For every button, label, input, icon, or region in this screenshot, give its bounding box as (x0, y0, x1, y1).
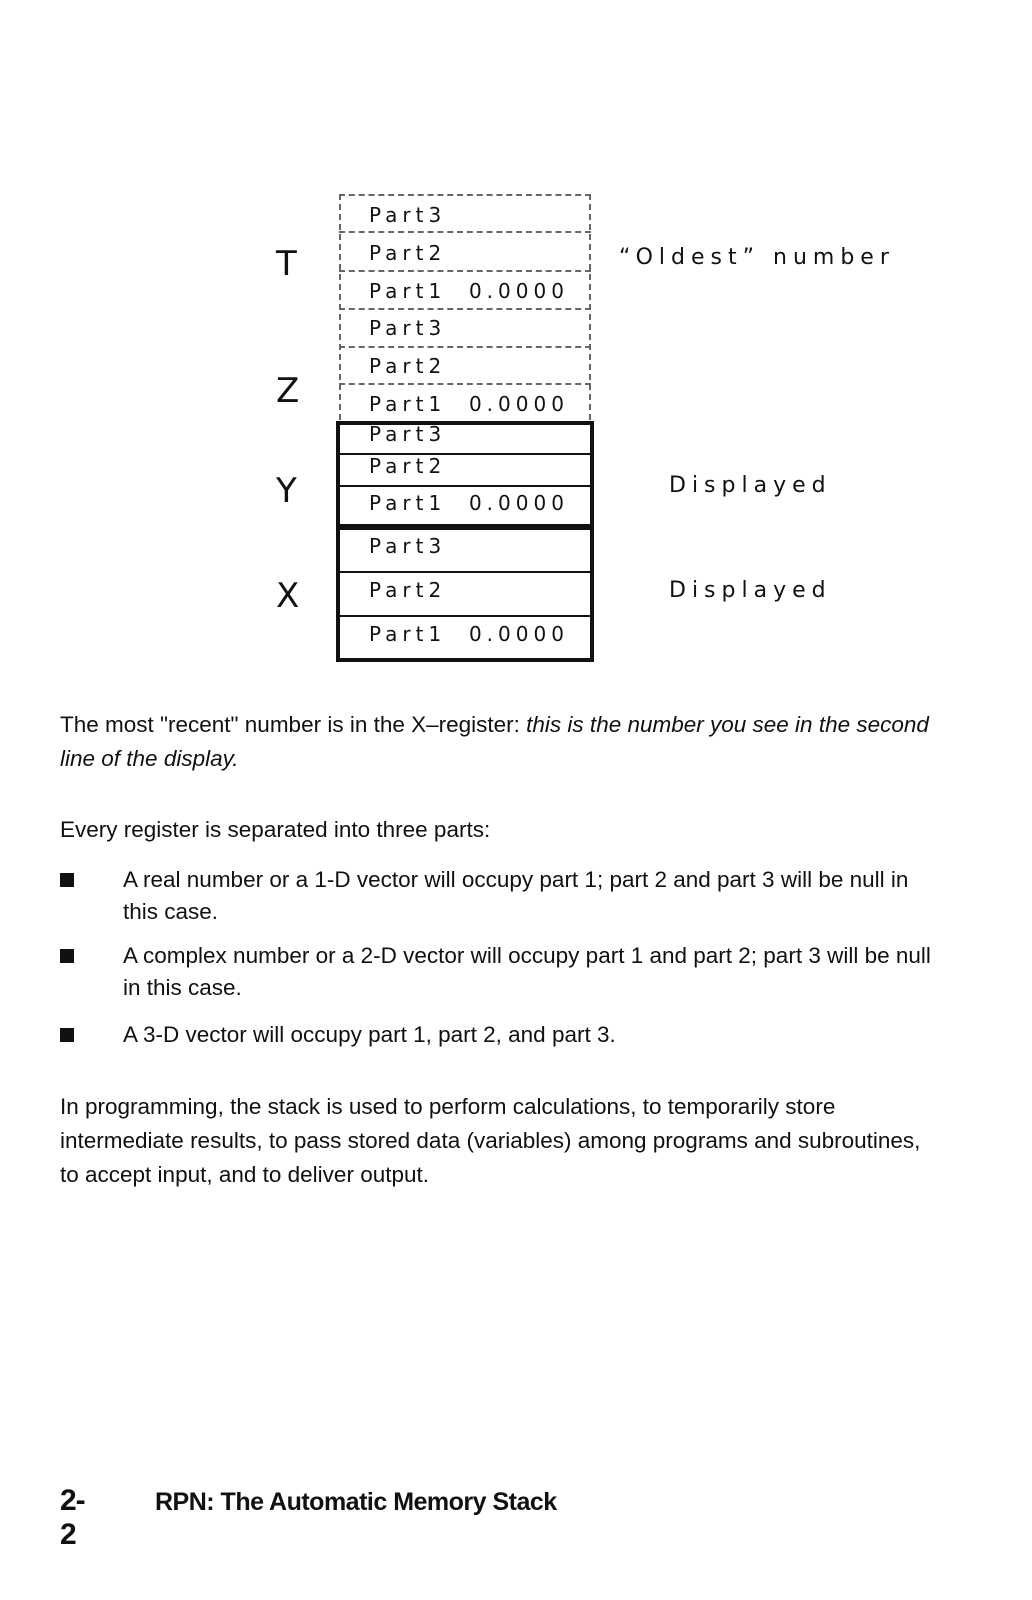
solid-divider (339, 485, 591, 487)
bullet-square-icon (60, 949, 74, 963)
programming-paragraph: In programming, the stack is used to perform calculations, to temporarily store intermediate results, to pass stored data (variables) among programs and subroutines, to accept input, and to deliver output. (60, 1094, 921, 1187)
register-t-label: T (276, 244, 297, 284)
dashed-divider (339, 346, 591, 348)
oldest-number-label: “Oldest” number (619, 245, 895, 270)
x-value: 0.0000 (468, 622, 569, 646)
t-part1: Part1 0.0000 (369, 279, 569, 303)
dashed-left-border (339, 194, 341, 420)
recent-number-emphasis: this is the number you see in the second line of the display. (60, 712, 929, 771)
x-part3: Part3 (369, 534, 447, 558)
bullet-square-icon (60, 1028, 74, 1042)
dashed-right-border (589, 194, 591, 420)
page-number: 2-2 (60, 1484, 85, 1551)
three-parts-paragraph: Every register is separated into three parts: (60, 817, 491, 842)
register-y-label: Y (276, 471, 297, 511)
solid-divider (339, 615, 591, 617)
z-value: 0.0000 (468, 392, 569, 416)
y-displayed-label: Displayed (669, 473, 832, 498)
t-value: 0.0000 (468, 279, 569, 303)
x-part1: Part1 0.0000 (369, 622, 569, 646)
t-part3: Part3 (369, 203, 447, 227)
z-part3: Part3 (369, 316, 447, 340)
z-part2: Part2 (369, 354, 447, 378)
dashed-divider (339, 194, 591, 196)
t-part2: Part2 (369, 241, 447, 265)
stack-diagram (0, 0, 1032, 700)
x-part2: Part2 (369, 578, 447, 602)
y-value: 0.0000 (468, 491, 569, 515)
section-title: RPN: The Automatic Memory Stack (155, 1488, 557, 1516)
register-z-label: Z (276, 371, 300, 411)
register-x-label: X (276, 576, 300, 616)
dashed-divider (339, 308, 591, 310)
x-displayed-label: Displayed (669, 578, 832, 603)
dashed-divider (339, 383, 591, 385)
z-part1: Part1 0.0000 (369, 392, 569, 416)
recent-number-paragraph: The most "recent" number is in the X–register: this is the number you see in the second line of the display. (60, 712, 929, 771)
y-part1: Part1 0.0000 (369, 491, 569, 515)
bullet-square-icon (60, 873, 74, 887)
dashed-divider (339, 231, 591, 233)
y-part3: Part3 (369, 422, 447, 446)
dashed-divider (339, 270, 591, 272)
y-part2: Part2 (369, 454, 447, 478)
solid-divider (339, 571, 591, 573)
